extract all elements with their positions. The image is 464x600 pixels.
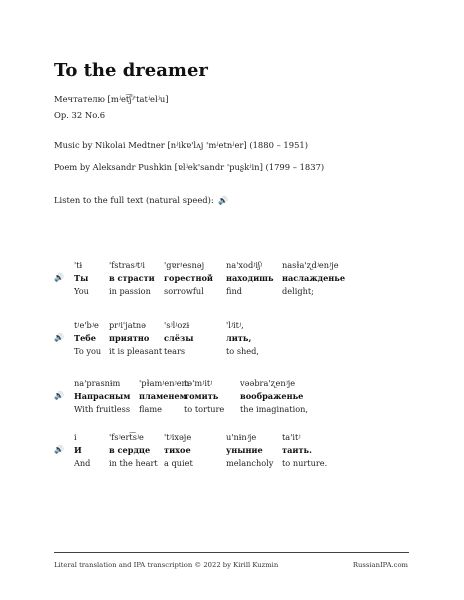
en-word: flame xyxy=(139,404,162,414)
ipa-word: 'tɨ xyxy=(74,260,83,270)
en-word: to torture xyxy=(184,404,225,414)
stanza-1 xyxy=(54,260,414,299)
ru-word: слёзы xyxy=(164,333,194,343)
en-word: it is pleasant xyxy=(109,346,163,356)
ipa-word: 'pɫamʲenʲem xyxy=(139,378,190,388)
ipa-word: na'xodʲiʃʲ xyxy=(226,260,263,270)
en-word: sorrowful xyxy=(164,286,204,296)
en-row xyxy=(54,286,414,299)
en-word: to nurture. xyxy=(282,458,328,468)
ru-word: томить xyxy=(184,391,219,401)
ru-word: уныние xyxy=(226,445,263,455)
ru-word: находишь xyxy=(226,273,274,283)
ru-word: тихое xyxy=(164,445,191,455)
ru-word: Напрасным xyxy=(74,391,131,401)
en-word: in the heart xyxy=(109,458,158,468)
ru-word: в сердце xyxy=(109,445,151,455)
en-word: melancholy xyxy=(226,458,274,468)
speaker-icon[interactable]: 🔊 xyxy=(218,196,229,205)
ipa-word: ta'itʲ xyxy=(282,432,301,442)
ipa-word: u'nɨnʲje xyxy=(226,432,257,442)
ipa-row xyxy=(54,320,414,333)
speaker-icon[interactable]: 🔊 xyxy=(54,273,64,282)
ipa-word: vəəbra'ʐenʲje xyxy=(240,378,296,388)
footer-credit: Literal translation and IPA transcription © 2022 by Kirill Kuzmin xyxy=(54,561,279,569)
en-word: tears xyxy=(164,346,186,356)
poem-credit: Poem by Aleksandr Pushkin [ɐlʲek'sandr 'puʂkʲin] (1799 – 1837) xyxy=(54,162,325,172)
ipa-word: 'fsʲert͡sʲe xyxy=(109,432,144,442)
en-word: the imagination, xyxy=(240,404,309,414)
stanza-4 xyxy=(54,432,414,471)
music-credit: Music by Nikolai Medtner [nʲikɐ'lʌj 'mʲetnʲer] (1880 – 1951) xyxy=(54,140,309,150)
ru-row xyxy=(54,391,414,404)
ru-word: в страсти xyxy=(109,273,155,283)
en-word: With fruitless xyxy=(74,404,131,414)
en-word: find xyxy=(226,286,242,296)
ipa-word: 'sʲlʲozɨ xyxy=(164,320,190,330)
ipa-word: nasɫa'ʐdʲenʲje xyxy=(282,260,339,270)
page-title: To the dreamer xyxy=(54,60,208,81)
ipa-word: tʲe'bʲe xyxy=(74,320,99,330)
stanza-2 xyxy=(54,320,414,359)
ru-word: приятно xyxy=(109,333,150,343)
ru-word: воображенье xyxy=(240,391,304,401)
en-row xyxy=(54,346,414,359)
ru-word: лить, xyxy=(226,333,252,343)
listen-label: Listen to the full text (natural speed): xyxy=(54,195,214,205)
ru-word: Ты xyxy=(74,273,89,283)
speaker-icon[interactable]: 🔊 xyxy=(54,391,64,400)
en-word: to shed, xyxy=(226,346,259,356)
ru-word: горестной xyxy=(164,273,213,283)
speaker-icon[interactable]: 🔊 xyxy=(54,333,64,342)
ipa-word: 'lʲitʲ, xyxy=(226,320,244,330)
ru-row xyxy=(54,273,414,286)
en-row xyxy=(54,404,414,417)
footer-site[interactable]: RussianIPA.com xyxy=(352,561,408,569)
footer-divider xyxy=(54,552,409,553)
en-word: You xyxy=(74,286,89,296)
ipa-word: i xyxy=(74,432,77,442)
ru-word: И xyxy=(74,445,82,455)
en-word: in passion xyxy=(109,286,151,296)
ipa-row xyxy=(54,260,414,273)
title-russian: Мечтателю [mʲet͡ʃʲ'tatʲelʲu] xyxy=(54,94,169,104)
en-word: To you xyxy=(74,346,102,356)
ipa-word: prʲi'jatnə xyxy=(109,320,147,330)
ru-word: таить. xyxy=(282,445,312,455)
ipa-word: tə'mʲitʲ xyxy=(184,378,213,388)
ipa-word: 'fstrasʲtʲi xyxy=(109,260,146,270)
ru-word: пламенем xyxy=(139,391,187,401)
ru-row xyxy=(54,333,414,346)
en-word: And xyxy=(74,458,91,468)
ipa-word: 'tʲixəje xyxy=(164,432,192,442)
ru-row xyxy=(54,445,414,458)
ipa-word: na'prasnɨm xyxy=(74,378,121,388)
listen-line xyxy=(54,195,228,205)
ipa-word: 'gɐrʲesnəj xyxy=(164,260,205,270)
speaker-icon[interactable]: 🔊 xyxy=(54,445,64,454)
ru-word: Тебе xyxy=(74,333,96,343)
stanza-3 xyxy=(54,378,414,417)
opus-number: Op. 32 No.6 xyxy=(54,110,106,120)
ru-word: наслажденье xyxy=(282,273,346,283)
en-row xyxy=(54,458,414,471)
en-word: delight; xyxy=(282,286,314,296)
ipa-row xyxy=(54,432,414,445)
ipa-row xyxy=(54,378,414,391)
en-word: a quiet xyxy=(164,458,193,468)
